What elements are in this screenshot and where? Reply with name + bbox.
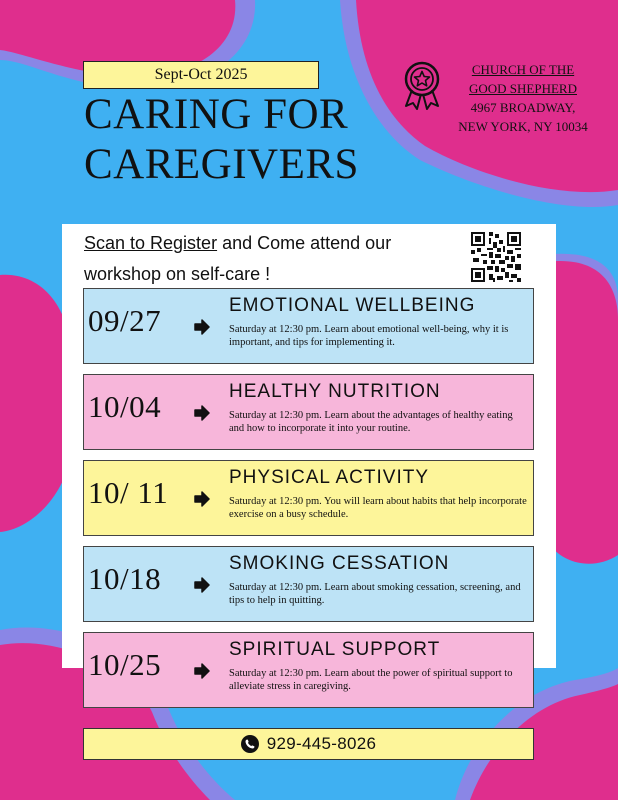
session-date: 10/25 — [88, 647, 162, 682]
arrow-right-icon — [194, 663, 210, 679]
session-row — [83, 374, 534, 450]
title-line-2: CAREGIVERS — [84, 141, 359, 188]
session-title: EMOTIONAL WELLBEING — [229, 295, 476, 316]
session-row — [83, 288, 534, 364]
arrow-right-icon — [194, 319, 210, 335]
qr-code-icon[interactable] — [471, 232, 521, 282]
register-link[interactable]: Scan to Register — [84, 233, 218, 253]
session-row — [83, 632, 534, 708]
intro-text — [84, 228, 474, 290]
phone-number[interactable]: 929-445-8026 — [266, 734, 377, 753]
church-name-line-1: CHURCH OF THE — [471, 62, 575, 77]
session-title: SMOKING CESSATION — [229, 553, 450, 574]
session-date: 10/ 11 — [88, 475, 169, 510]
session-title: HEALTHY NUTRITION — [229, 381, 441, 402]
intro-text-line-2: workshop on self-care ! — [84, 264, 271, 284]
intro-text-line-1: and Come attend our — [217, 233, 392, 253]
church-name-line-2: GOOD SHEPHERD — [469, 81, 577, 96]
church-address-line-2: NEW YORK, NY 10034 — [458, 119, 588, 134]
session-description: Saturday at 12:30 pm. Learn about the advantages of healthy eating and how to incorporate it into your routine. — [229, 410, 513, 434]
session-description: Saturday at 12:30 pm. Learn about the power of spiritual support to alleviate stress in caregiving. — [229, 668, 513, 692]
session-row — [83, 546, 534, 622]
arrow-right-icon — [194, 577, 210, 593]
session-title: PHYSICAL ACTIVITY — [229, 467, 430, 488]
arrow-right-icon — [194, 491, 210, 507]
session-date: 10/18 — [88, 561, 162, 596]
award-badge-icon — [400, 60, 444, 110]
session-date: 09/27 — [88, 303, 162, 338]
session-description: Saturday at 12:30 pm. Learn about smoking cessation, screening, and tips to help in quitting. — [229, 582, 521, 606]
church-address-line-1: 4967 BROADWAY, — [470, 100, 576, 115]
church-info — [448, 60, 598, 136]
date-range-banner: Sept-Oct 2025 — [83, 61, 319, 89]
page-title — [84, 90, 359, 190]
session-row — [83, 460, 534, 536]
phone-icon — [241, 735, 259, 753]
phone-bar[interactable] — [83, 728, 534, 760]
session-date: 10/04 — [88, 389, 162, 424]
title-line-1: CARING FOR — [84, 91, 349, 138]
arrow-right-icon — [194, 405, 210, 421]
session-description: Saturday at 12:30 pm. Learn about emotional well-being, why it is important, and tips for implementing it. — [229, 324, 509, 348]
session-title: SPIRITUAL SUPPORT — [229, 639, 441, 660]
session-description: Saturday at 12:30 pm. You will learn about habits that help incorporate exercise on a busy schedule. — [229, 496, 527, 520]
